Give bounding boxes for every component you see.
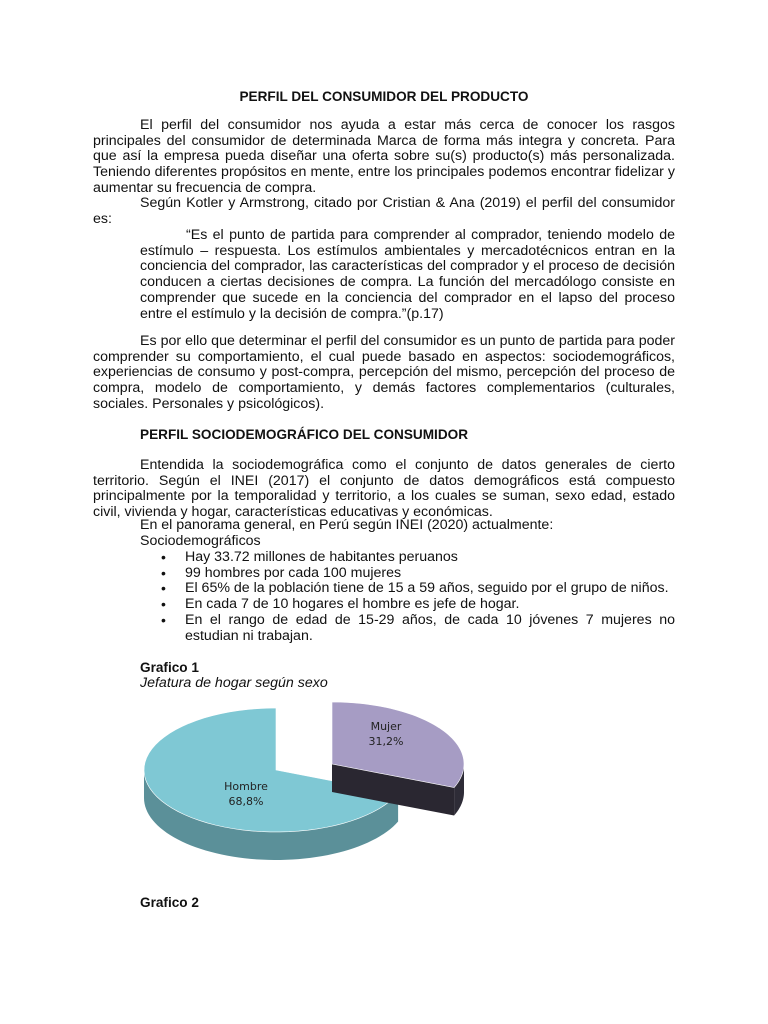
list-item: • 99 hombres por cada 100 mujeres xyxy=(140,566,675,582)
paragraph-intro: El perfil del consumidor nos ayuda a estar más cerca de conocer los rasgos principales del consumidor de determinada Marca de forma más integra y concreta. Para que así la empresa pueda diseñar una oferta sobre su(s) producto(s) más personalizada. Teniendo diferentes propósitos en mente, entre los principales podemos encontrar fidelizar y aumentar su frecuencia de compra. xyxy=(93,117,675,196)
pie-label-value: 31,2% xyxy=(368,735,404,748)
paragraph-sociodemographic: Entendida la sociodemográfica como el conjunto de datos generales de cierto territorio. Según el INEI (2017) el conjunto de datos demográficos está compuesto principalmente por la temporalidad y territorio, a los cuales se suman, sexo edad, estado civil, vivienda y hogar, características educativas y económicas. xyxy=(93,457,675,521)
section-heading: PERFIL SOCIODEMOGRÁFICO DEL CONSUMIDOR xyxy=(140,427,469,442)
pie-label-category: Hombre xyxy=(224,780,268,793)
quote-text: “Es el punto de partida para comprender al comprador, teniendo modelo de estímulo – respuesta. Los estímulos ambientales y mercadotécnicos entran en la conciencia del comprador, las características del comprador y el proceso de decisión conducen a ciertas decisiones de compra. La función del mercadólogo consiste en comprender que sucede en la conciencia del comprador en el lapso del proceso entre el estímulo y la decisión de compra.”(p.17) xyxy=(140,227,675,322)
pie-label-value: 68,8% xyxy=(228,795,264,808)
grafico-1-caption: Jefatura de hogar según sexo xyxy=(140,675,328,691)
list-item: • En el rango de edad de 15-29 años, de cada 10 jóvenes 7 mujeres no estudian ni trabajan. xyxy=(140,613,675,644)
paragraph-citation: Según Kotler y Armstrong, citado por Cristian & Ana (2019) el perfil del consumidor es: xyxy=(93,195,675,227)
list-item: • Hay 33.72 millones de habitantes peruanos xyxy=(140,550,675,566)
grafico-2-title: Grafico 2 xyxy=(140,895,199,910)
paragraph-overview: En el panorama general, en Perú según INEI (2020) actualmente: xyxy=(140,517,554,533)
paragraph-profile: Es por ello que determinar el perfil del consumidor es un punto de partida para poder comprender su comportamiento, el cual puede basado en aspectos: sociodemográficos, experiencias de consumo y post-compra, percepción del mismo, percepción del proceso de compra, modelo de comportamiento, y demás factores complementarios (culturales, sociales. Personales y psicológicos). xyxy=(93,333,675,412)
list-item: • El 65% de la población tiene de 15 a 59 años, seguido por el grupo de niños. xyxy=(140,581,675,597)
page-title: PERFIL DEL CONSUMIDOR DEL PRODUCTO xyxy=(239,89,529,104)
pie-label-category: Mujer xyxy=(370,720,402,733)
paragraph-subheading: Sociodemográficos xyxy=(140,533,261,549)
list-item: • En cada 7 de 10 hogares el hombre es jefe de hogar. xyxy=(140,597,675,613)
grafico-1-title: Grafico 1 xyxy=(140,660,199,675)
